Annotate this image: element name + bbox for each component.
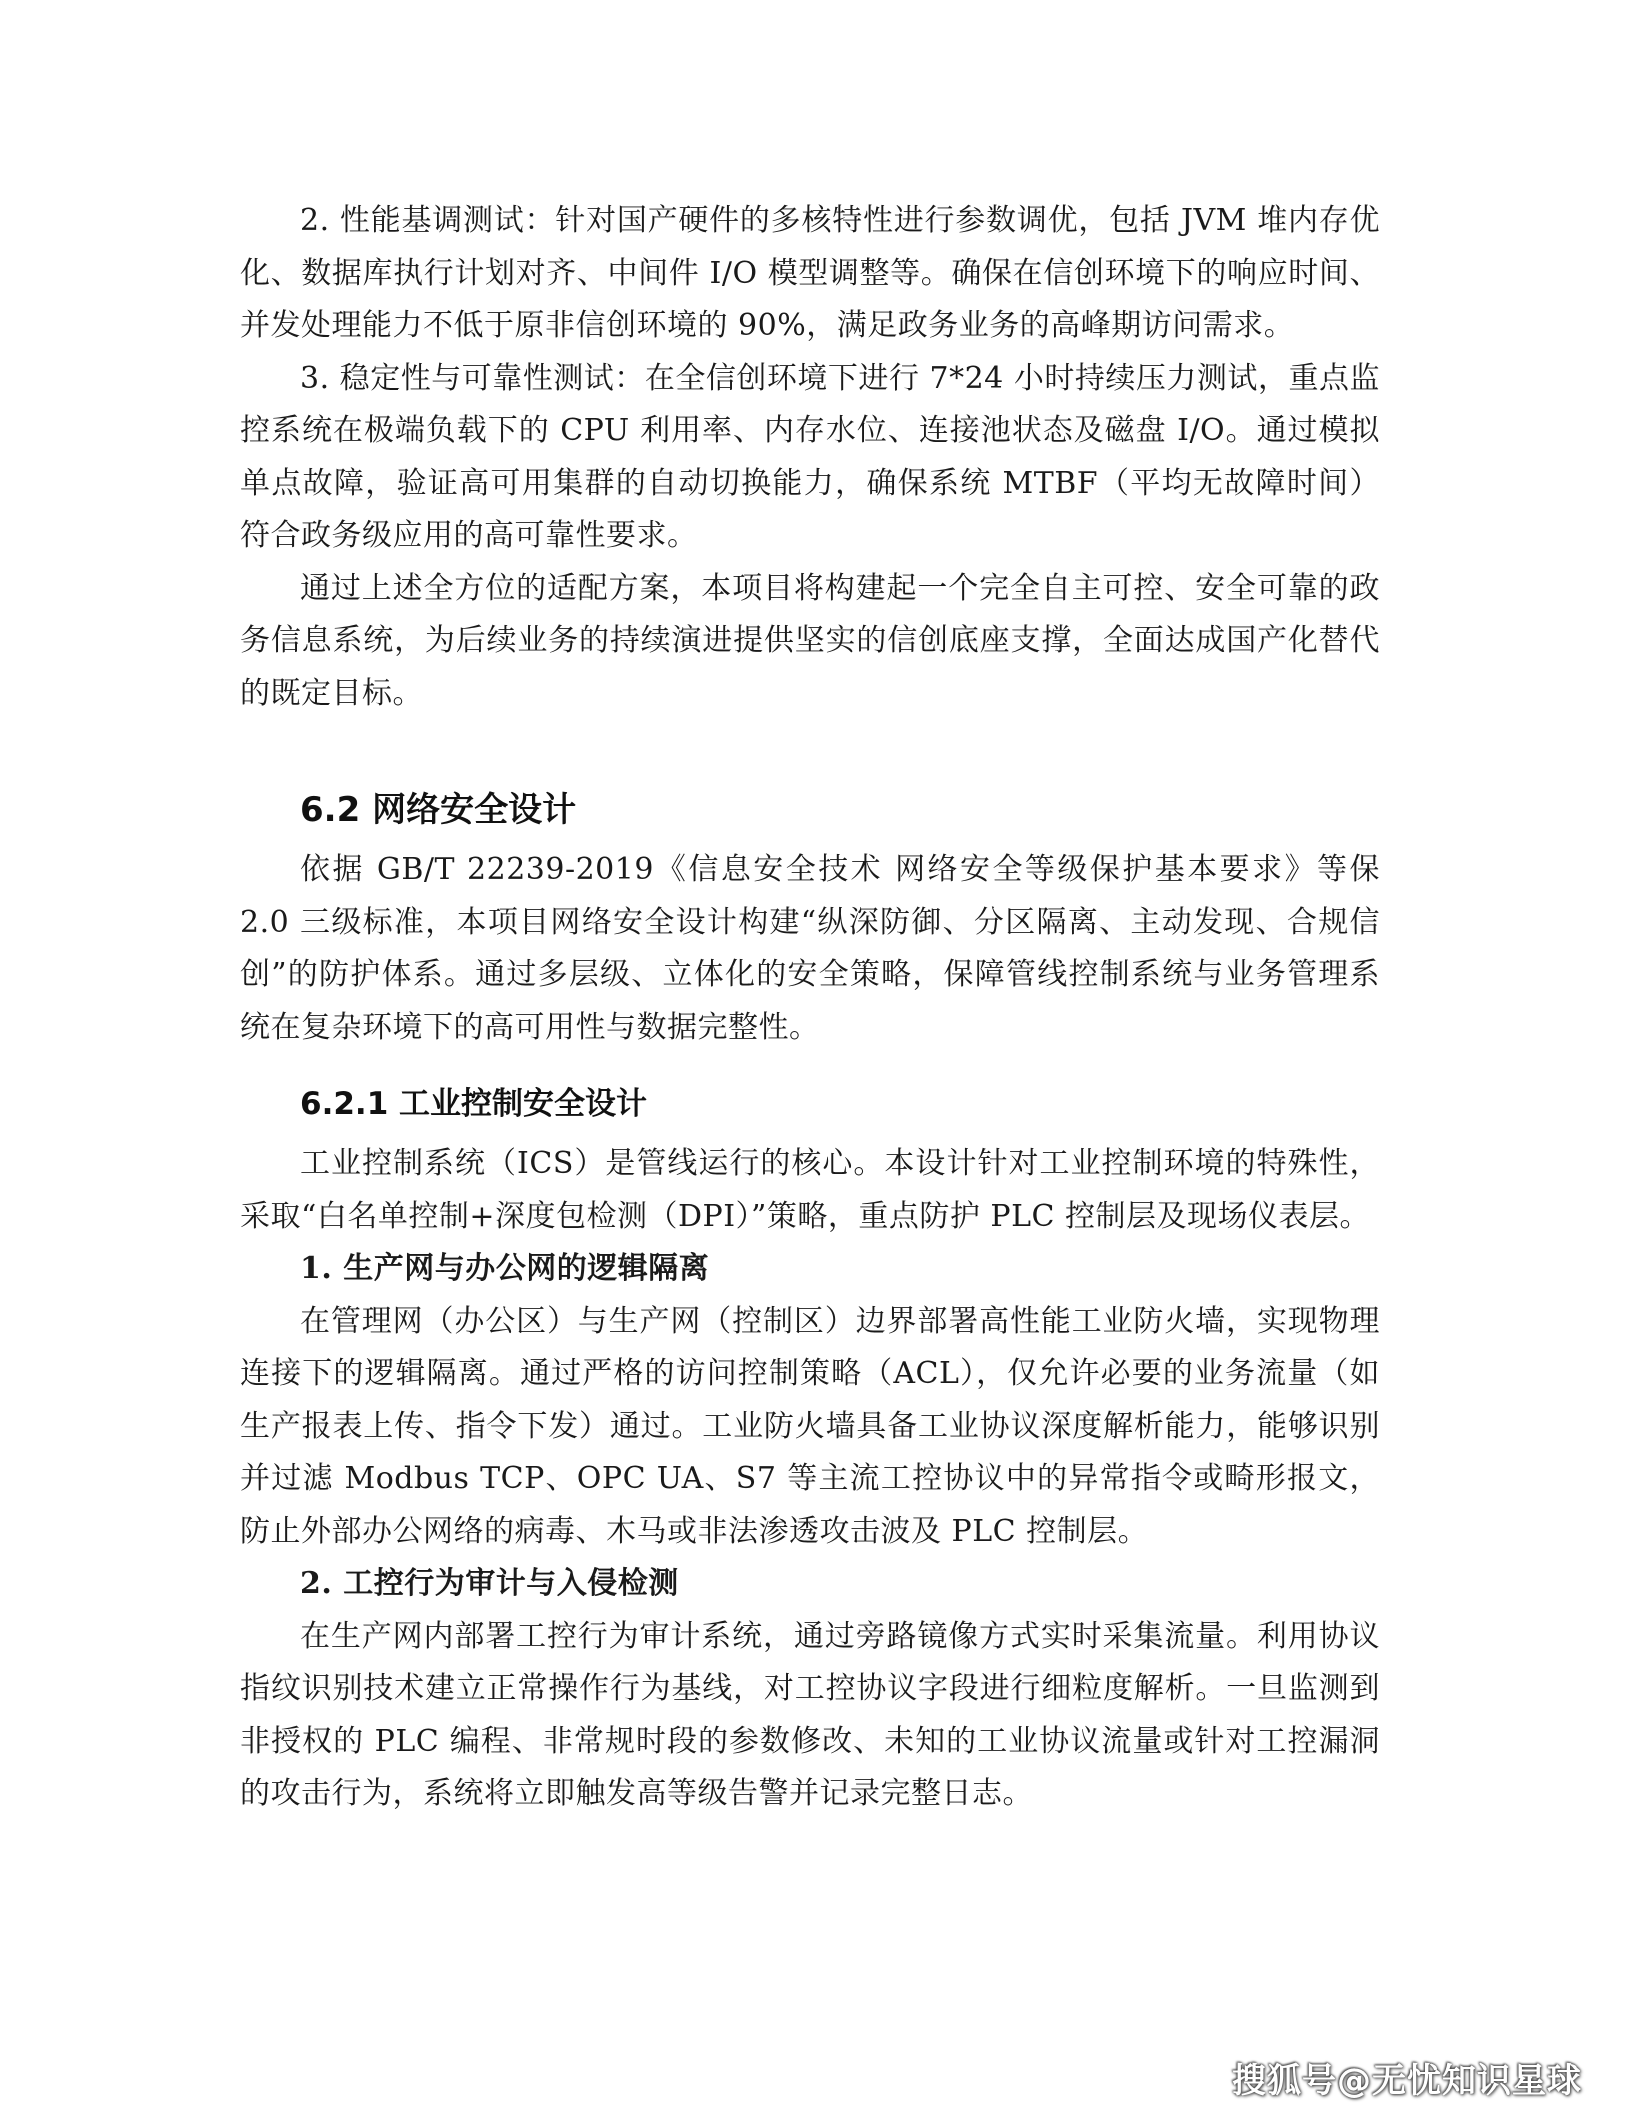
item-heading-isolation: 1. 生产网与办公网的逻辑隔离 [300,1251,710,1286]
document-body [240,195,1380,1821]
paragraph-summary: 通过上述全方位的适配方案，本项目将构建起一个完全自主可控、安全可靠的政务信息系统，为后续业务的持续演进提供坚实的信创底座支撑，全面达成国产化替代的既定目标。 [240,570,1380,711]
paragraph-ics-intro: 工业控制系统（ICS）是管线运行的核心。本设计针对工业控制环境的特殊性，采取“白名单控制+深度包检测（DPI）”策略，重点防护 PLC 控制层及现场仪表层。 [240,1146,1380,1234]
paragraph-isolation: 在管理网（办公区）与生产网（控制区）边界部署高性能工业防火墙，实现物理连接下的逻辑隔离。通过严格的访问控制策略（ACL），仅允许必要的业务流量（如生产报表上传、指令下发）通过。工业防火墙具备工业协议深度解析能力，能够识别并过滤 Modbus TCP、OPC UA、S7 等主流工控协议中的异常指令或畸形报文，防止外部办公网络的病毒、木马或非法渗透攻击波及 PLC 控制层。 [240,1303,1380,1549]
section-heading-6-2: 6.2 网络安全设计 [300,790,577,830]
section-heading-6-2-1: 6.2.1 工业控制安全设计 [300,1086,648,1122]
paragraph-audit: 在生产网内部署工控行为审计系统，通过旁路镜像方式实时采集流量。利用协议指纹识别技术建立正常操作行为基线，对工控协议字段进行细粒度解析。一旦监测到非授权的 PLC 编程、非常规时段的参数修改、未知的工业协议流量或针对工控漏洞的攻击行为，系统将立即触发高等级告警并记录完整日志。 [240,1618,1380,1811]
watermark: 搜狐号@无忧知识星球 [1232,2061,1582,2101]
item-heading-audit: 2. 工控行为审计与入侵检测 [300,1566,679,1601]
paragraph-network-security-intro: 依据 GB/T 22239-2019《信息安全技术 网络安全等级保护基本要求》等保 2.0 三级标准，本项目网络安全设计构建“纵深防御、分区隔离、主动发现、合规信创”的防护体系。通过多层级、立体化的安全策略，保障管线控制系统与业务管理系统在复杂环境下的高可用性与数据完整性。 [240,852,1380,1045]
paragraph-performance-test: 2. 性能基调测试：针对国产硬件的多核特性进行参数调优，包括 JVM 堆内存优化、数据库执行计划对齐、中间件 I/O 模型调整等。确保在信创环境下的响应时间、并发处理能力不低于原非信创环境的 90%，满足政务业务的高峰期访问需求。 [240,203,1380,343]
paragraph-stability-test: 3. 稳定性与可靠性测试：在全信创环境下进行 7*24 小时持续压力测试，重点监控系统在极端负载下的 CPU 利用率、内存水位、连接池状态及磁盘 I/O。通过模拟单点故障，验证高可用集群的自动切换能力，确保系统 MTBF（平均无故障时间）符合政务级应用的高可靠性要求。 [240,360,1380,553]
